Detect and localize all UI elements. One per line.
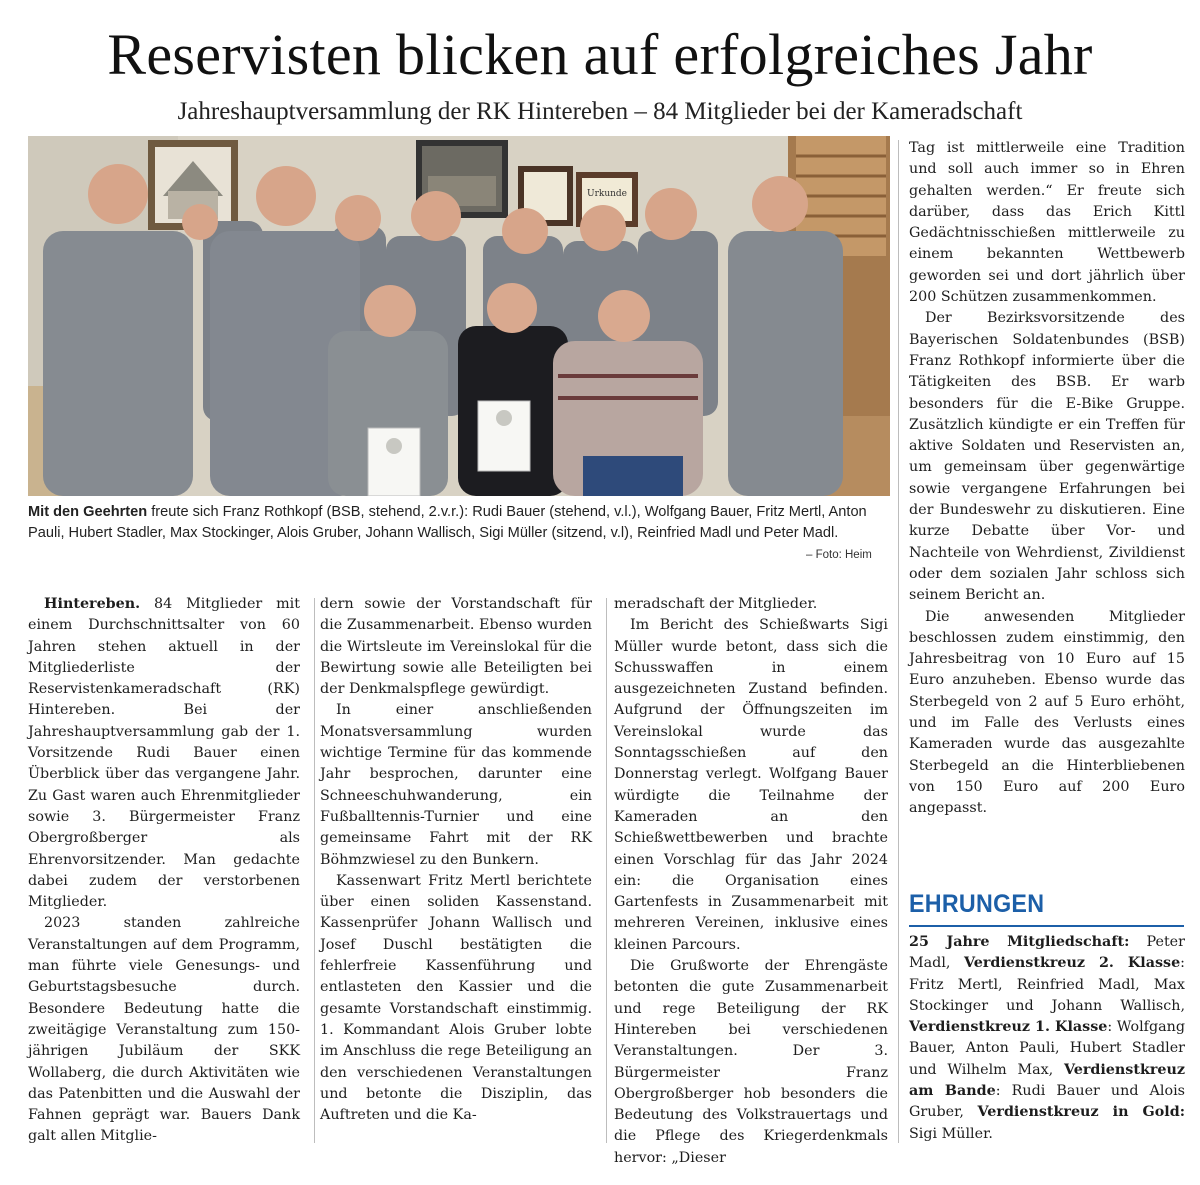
- column-rule: [898, 140, 899, 1143]
- honor-label: 25 Jahre Mitgliedschaft:: [909, 934, 1130, 950]
- article-column-4: [909, 138, 1185, 820]
- paragraph: meradschaft der Mitglieder.: [614, 596, 818, 612]
- group-photo: [28, 136, 890, 496]
- honor-label: Verdienstkreuz am Bande: [909, 1061, 1185, 1100]
- urkunde-label: Urkunde: [586, 189, 628, 199]
- article-column-2: [320, 594, 592, 1126]
- paragraph: Tag ist mittlerweile eine Tradition und soll auch immer so in Ehren gehalten werden.“ Er freute sich darüber, dass das Erich Kittl Gedächtnisschießen mittlerweile zu einem bekannten Wettbewerb geworden sei und dort jährlich über 200 Schützen zusammenkommen.: [909, 140, 1185, 306]
- paragraph: 2023 standen zahlreiche Veranstaltungen auf dem Programm, man führte viele Genesungs- und Geburtstagsbesuche durch. Besondere Bedeutung hatte die zweitägige Veranstaltung zum 150-jährigen Jubiläum der SKK Wollaberg, die durch Aktivitäten wie das Patenbitten und die Auswahl der Fahnen geprägt war. Bauers Dank galt allen Mitglie-: [28, 915, 300, 1145]
- paragraph: Der Bezirksvorsitzende des Bayerischen Soldatenbundes (BSB) Franz Rothkopf informierte über die Tätigkeiten des BSB. Er warb besonders für die E-Bike Gruppe. Zusätzlich kündigte er ein Treffen für aktive Soldaten und Reservisten an, um gemeinsam über gegenwärtige sowie vergangene Erfahrungen bei der Bundeswehr zu diskutieren. Eine kurze Debatte über Vor- und Nachteile von Wehrdienst, Zivildienst oder dem sozialen Jahr schloss sich seinem Bericht an.: [909, 310, 1185, 604]
- honor-label: Verdienstkreuz 2. Klasse: [963, 955, 1181, 972]
- honor-label: Verdienstkreuz 1. Klasse: [909, 1019, 1108, 1036]
- section-heading-rule: [909, 925, 1184, 927]
- honor-names: : Wolfgang Bauer, Anton Pauli, Hubert Stadler und Wilhelm Max,: [909, 1019, 1185, 1078]
- caption-lead: Mit den Geehrten: [28, 504, 148, 520]
- honor-label: Verdienstkreuz in Gold:: [977, 1104, 1185, 1121]
- honor-names: : Fritz Mertl, Reinfried Madl, Max Stockinger und Johann Wallisch,: [909, 955, 1185, 1014]
- honors-list: [909, 932, 1185, 1145]
- paragraph: Im Bericht des Schießwarts Sigi Müller wurde betont, dass sich die Schusswaffen in einem ausgezeichneten Zustand befinden. Aufgrund der Öffnungszeiten im Vereinslokal wurde das Sonntagsschießen auf den Donnerstag verlegt. Wolfgang Bauer würdigte die Teilnahme der Kameraden an den Schießwettbewerben und brachte einen Vorschlag für das Jahr 2024 ein: die Organisation eines Gartenfests in Zusammenarbeit mit mehreren Vereinen, inklusive eines kleinen Parcours.: [614, 617, 888, 953]
- photo-credit: – Foto: Heim: [806, 549, 872, 561]
- paragraph: Kassenwart Fritz Mertl berichtete über einen soliden Kassenstand. Kassenprüfer Johann Wallisch und Josef Duschl bestätigten die fehlerfreie Kassenführung und entlasteten den Kassier und die gesamte Vorstandschaft einstimmig. 1. Kommandant Alois Gruber lobte im Anschluss die rege Beteiligung an den verschiedenen Veranstaltungen und betonte die Disziplin, das Auftreten und die Ka-: [320, 872, 592, 1124]
- honor-names: Sigi Müller.: [909, 1125, 993, 1142]
- subheadline: Jahreshauptversammlung der RK Hintereben – 84 Mitglieder bei der Kameradschaft: [177, 98, 1023, 125]
- paragraph: In einer anschließenden Monatsversammlung wurden wichtige Termine für das kommende Jahr besprochen, darunter eine Schneeschuhwanderung, ein Fußballtennis-Turnier und eine gemeinsame Fahrt mit der RK Böhmzwiesel zu den Bunkern.: [320, 702, 592, 868]
- column-rule: [314, 598, 315, 1143]
- paragraph: Die Grußworte der Ehrengäste betonten die gute Zusammenarbeit und rege Beteiligung der RK Hintereben bei verschiedenen Veranstaltungen. Der 3. Bürgermeister Franz Obergroßberger hob besonders die Bedeutung des Volkstrauertags und die Pflege des Kriegerdenkmals hervor: „Dieser: [614, 958, 888, 1166]
- paragraph: dern sowie der Vorstandschaft für die Zusammenarbeit. Ebenso wurden die Wirtsleute im Vereinslokal für die Bewirtung sowie alle Beteiligten bei der Denkmalspflege gewürdigt.: [320, 596, 592, 698]
- article-column-3: [614, 594, 888, 1169]
- section-heading: EHRUNGEN: [909, 890, 1045, 918]
- paragraph: Die anwesenden Mitglieder beschlossen zudem einstimmig, den Jahresbeitrag von 10 Euro auf 15 Euro anzuheben. Ebenso wurde das Sterbegeld von 2 auf 5 Euro erhöht, und im Falle des Verlusts eines Kameraden wurde das ausgezahlte Sterbegeld an die Hinterbliebenen von 150 Euro auf 200 Euro angepasst.: [909, 608, 1185, 817]
- photo-caption: [28, 502, 892, 544]
- column-rule: [606, 598, 607, 1143]
- caption-text: freute sich Franz Rothkopf (BSB, stehend, 2.v.r.): Rudi Bauer (stehend, v.l.), Wolfgang Bauer, Fritz Mertl, Anton Pauli, Hubert Stadler, Max Stockinger, Alois Gruber, Johann Wallisch, Sigi Müller (sitzend, v.l), Reinfried Madl und Peter Madl.: [28, 504, 867, 541]
- article-column-1: [28, 594, 300, 1148]
- headline: Reservisten blicken auf erfolgreiches Jahr: [107, 22, 1093, 87]
- paragraph: 84 Mitglieder mit einem Durchschnittsalter von 60 Jahren stehen aktuell in der Mitgliederliste der Reservistenkameradschaft (RK) Hintereben. Bei der Jahreshauptversammlung gab der 1. Vorsitzende Rudi Bauer einen Überblick über das vergangene Jahr. Zu Gast waren auch Ehrenmitglieder sowie 3. Bürgermeister Franz Obergroßberger als Ehrenvorsitzender. Man gedachte dabei zudem der verstorbenen Mitglieder.: [28, 596, 300, 911]
- dateline: Hintereben.: [44, 596, 141, 612]
- honor-names: Peter Madl,: [909, 934, 1185, 972]
- honor-names: : Rudi Bauer und Alois Gruber,: [909, 1083, 1185, 1121]
